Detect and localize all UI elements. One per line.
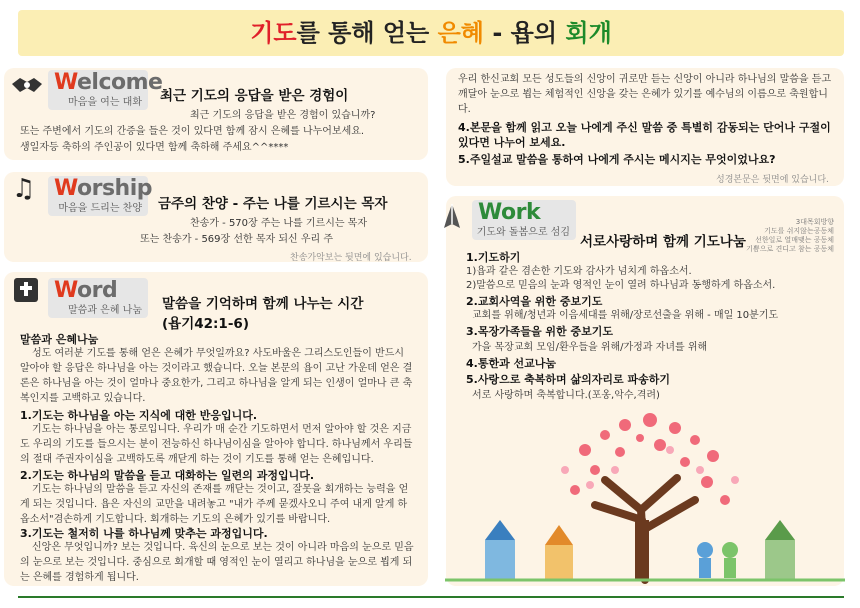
welcome-line2: 또는 주변에서 기도의 간증을 들은 것이 있다면 함께 잠시 은혜를 나누어보세요. xyxy=(20,126,365,137)
ministry-directions: 3대목회방향 기도를 쉬지않는공동체 선한일로 열매맺는 공동체 기쁨으로 견디고 참는 공동체 xyxy=(746,218,834,253)
page-title xyxy=(18,10,844,56)
welcome-line3: 생일자등 축하의 주인공이 있다면 함께 축하해 주세요^^**** xyxy=(20,142,289,153)
title-part: 기도 xyxy=(250,19,297,47)
scripture-note: 성경본문은 뒷면에 있습니다. xyxy=(716,175,829,185)
word-heading: 말씀을 기억하며 함께 나누는 시간 xyxy=(162,296,364,312)
title-part: - 욥의 xyxy=(483,19,566,47)
praying-hands-icon xyxy=(436,200,468,236)
welcome-tag: Welcome 마음을 여는 대화 xyxy=(48,70,148,110)
welcome-line1: 최근 기도의 응답을 받은 경험이 있습니까? xyxy=(190,110,376,121)
prayer-line: 서로 사랑하며 축복합니다.(포옹,악수,격려) xyxy=(472,390,660,401)
bible-icon xyxy=(10,274,42,310)
title-part: 은혜 xyxy=(437,19,484,47)
word-paragraph: 기도는 하나님의 말씀을 듣고 자신의 존재를 깨닫는 것이고, 잘못을 회개하는 능력을 얻게 되는 것입니다. 욥은 자신의 교만을 내려놓고 "내가 주께 묻겠사오니 주여 내게 알게 하옵소서"겸손하게 기도합니다. 회개하는 기도의 은혜가 있기를 바랍니다. xyxy=(20,484,409,525)
music-note-icon: ♫ xyxy=(12,174,36,204)
worship-heading: 금주의 찬양 - 주는 나를 기르시는 목자 xyxy=(158,196,388,212)
blessing-paragraph: 우리 한신교회 모든 성도들의 신앙이 귀로만 듣는 신앙이 아니라 하나님의 말씀을 듣고 깨달아 눈으로 뵙는 체험적인 신앙을 갖는 은혜가 있기를 예수님의 이름으로 축원합니다. xyxy=(458,74,832,115)
word-tag: Word 말씀과 은혜 나눔 xyxy=(48,278,148,318)
worship-line2: 또는 찬송가 - 569장 선한 목자 되신 우리 주 xyxy=(140,234,334,245)
heart-tree-icon xyxy=(445,390,845,590)
prayer-line: 2)말씀으로 믿음의 눈과 영적인 눈이 열려 하나님과 동행하게 하옵소서. xyxy=(466,280,776,291)
prayer-line: 가을 목장교회 모임/환우들을 위해/가정과 자녀를 위해 xyxy=(472,342,708,353)
prayer-line: 교회를 위해/청년과 이음세대를 위해/장로선출을 위해 - 매일 10분기도 xyxy=(472,310,779,321)
word-paragraph: 기도는 하나님을 아는 통로입니다. 우리가 매 순간 기도하면서 먼저 알아야 할 것은 지금도 우리의 기도를 들으시는 분이 전능하신 하나님이심을 알아야 합니다. 하나님께서 우리들의 절대 주권자이심을 고백하도록 깨닫게 하는 것이 기도를 통해 얻는 은혜입니다. xyxy=(20,424,413,465)
word-paragraph: 성도 여러분 기도를 통해 얻은 은혜가 무엇일까요? 사도바울은 그리스도인들이 반드시 알아야 할 응답은 하나님을 아는 것이라고 했습니다. 오늘 본문의 욥이 고난 가운데 얻은 결론은 하나님을 아는 것이 얼마나 중요한가, 그리고 하나님을 알게 되는 인생이 얼마나 큰 축복인지를 고백하고 있습니다. xyxy=(20,348,413,404)
word-paragraph: 신앙은 무엇입니까? 보는 것입니다. 육신의 눈으로 보는 것이 아니라 마음의 눈으로 믿음의 눈으로 보는 것입니다. 중심으로 회개할 때 영적인 눈이 열리고 하나님을 눈으로 뵙게 되는 은혜를 경험하게 됩니다. xyxy=(20,542,414,583)
prayer-item-2: 2.교회사역을 위한 중보기도 xyxy=(466,295,603,308)
prayer-line: 1)욥과 같은 겸손한 기도와 감사가 넘치게 하옵소서. xyxy=(466,266,692,277)
word-point2: 2.기도는 하나님의 말씀을 듣고 대화하는 일련의 과정입니다. xyxy=(20,469,315,482)
welcome-heading: 최근 기도의 응답을 받은 경험이 xyxy=(160,88,349,104)
handshake-icon xyxy=(10,70,44,104)
prayer-item-4: 4.통한과 선교나눔 xyxy=(466,357,557,370)
prayer-item-1: 1.기도하기 xyxy=(466,251,521,264)
title-part: 를 통해 얻는 xyxy=(296,19,438,47)
word-point1: 1.기도는 하나님을 아는 지식에 대한 반응입니다. xyxy=(20,409,258,422)
work-tag: Work 기도와 돌봄으로 섬김 xyxy=(472,200,576,240)
footer-divider xyxy=(18,596,844,598)
worship-note: 찬송가악보는 뒷면에 있습니다. xyxy=(290,253,412,263)
prayer-item-5: 5.사랑으로 축복하며 삶의자리로 파송하기 xyxy=(466,373,670,386)
title-part: 회개 xyxy=(565,19,612,47)
worship-line1: 찬송가 - 570장 주는 나를 기르시는 목자 xyxy=(190,218,368,229)
worship-tag: Worship 마음을 드리는 찬양 xyxy=(48,176,148,216)
word-subheading: 말씀과 은혜나눔 xyxy=(20,333,99,346)
work-heading: 서로사랑하며 함께 기도나눔 xyxy=(580,234,746,250)
question-5: 5.주일설교 말씀을 통하여 나에게 주시는 메시지는 무엇이었나요? xyxy=(458,153,776,166)
prayer-item-3: 3.목장가족들을 위한 중보기도 xyxy=(466,325,614,338)
word-reference: (욥기42:1-6) xyxy=(162,316,249,332)
question-4: 4.본문을 함께 읽고 오늘 나에게 주신 말씀 중 특별히 감동되는 단어나 구절이 있다면 나누어 보세요. xyxy=(458,121,831,149)
word-point3: 3.기도는 철저히 나를 하나님께 맞추는 과정입니다. xyxy=(20,527,268,540)
